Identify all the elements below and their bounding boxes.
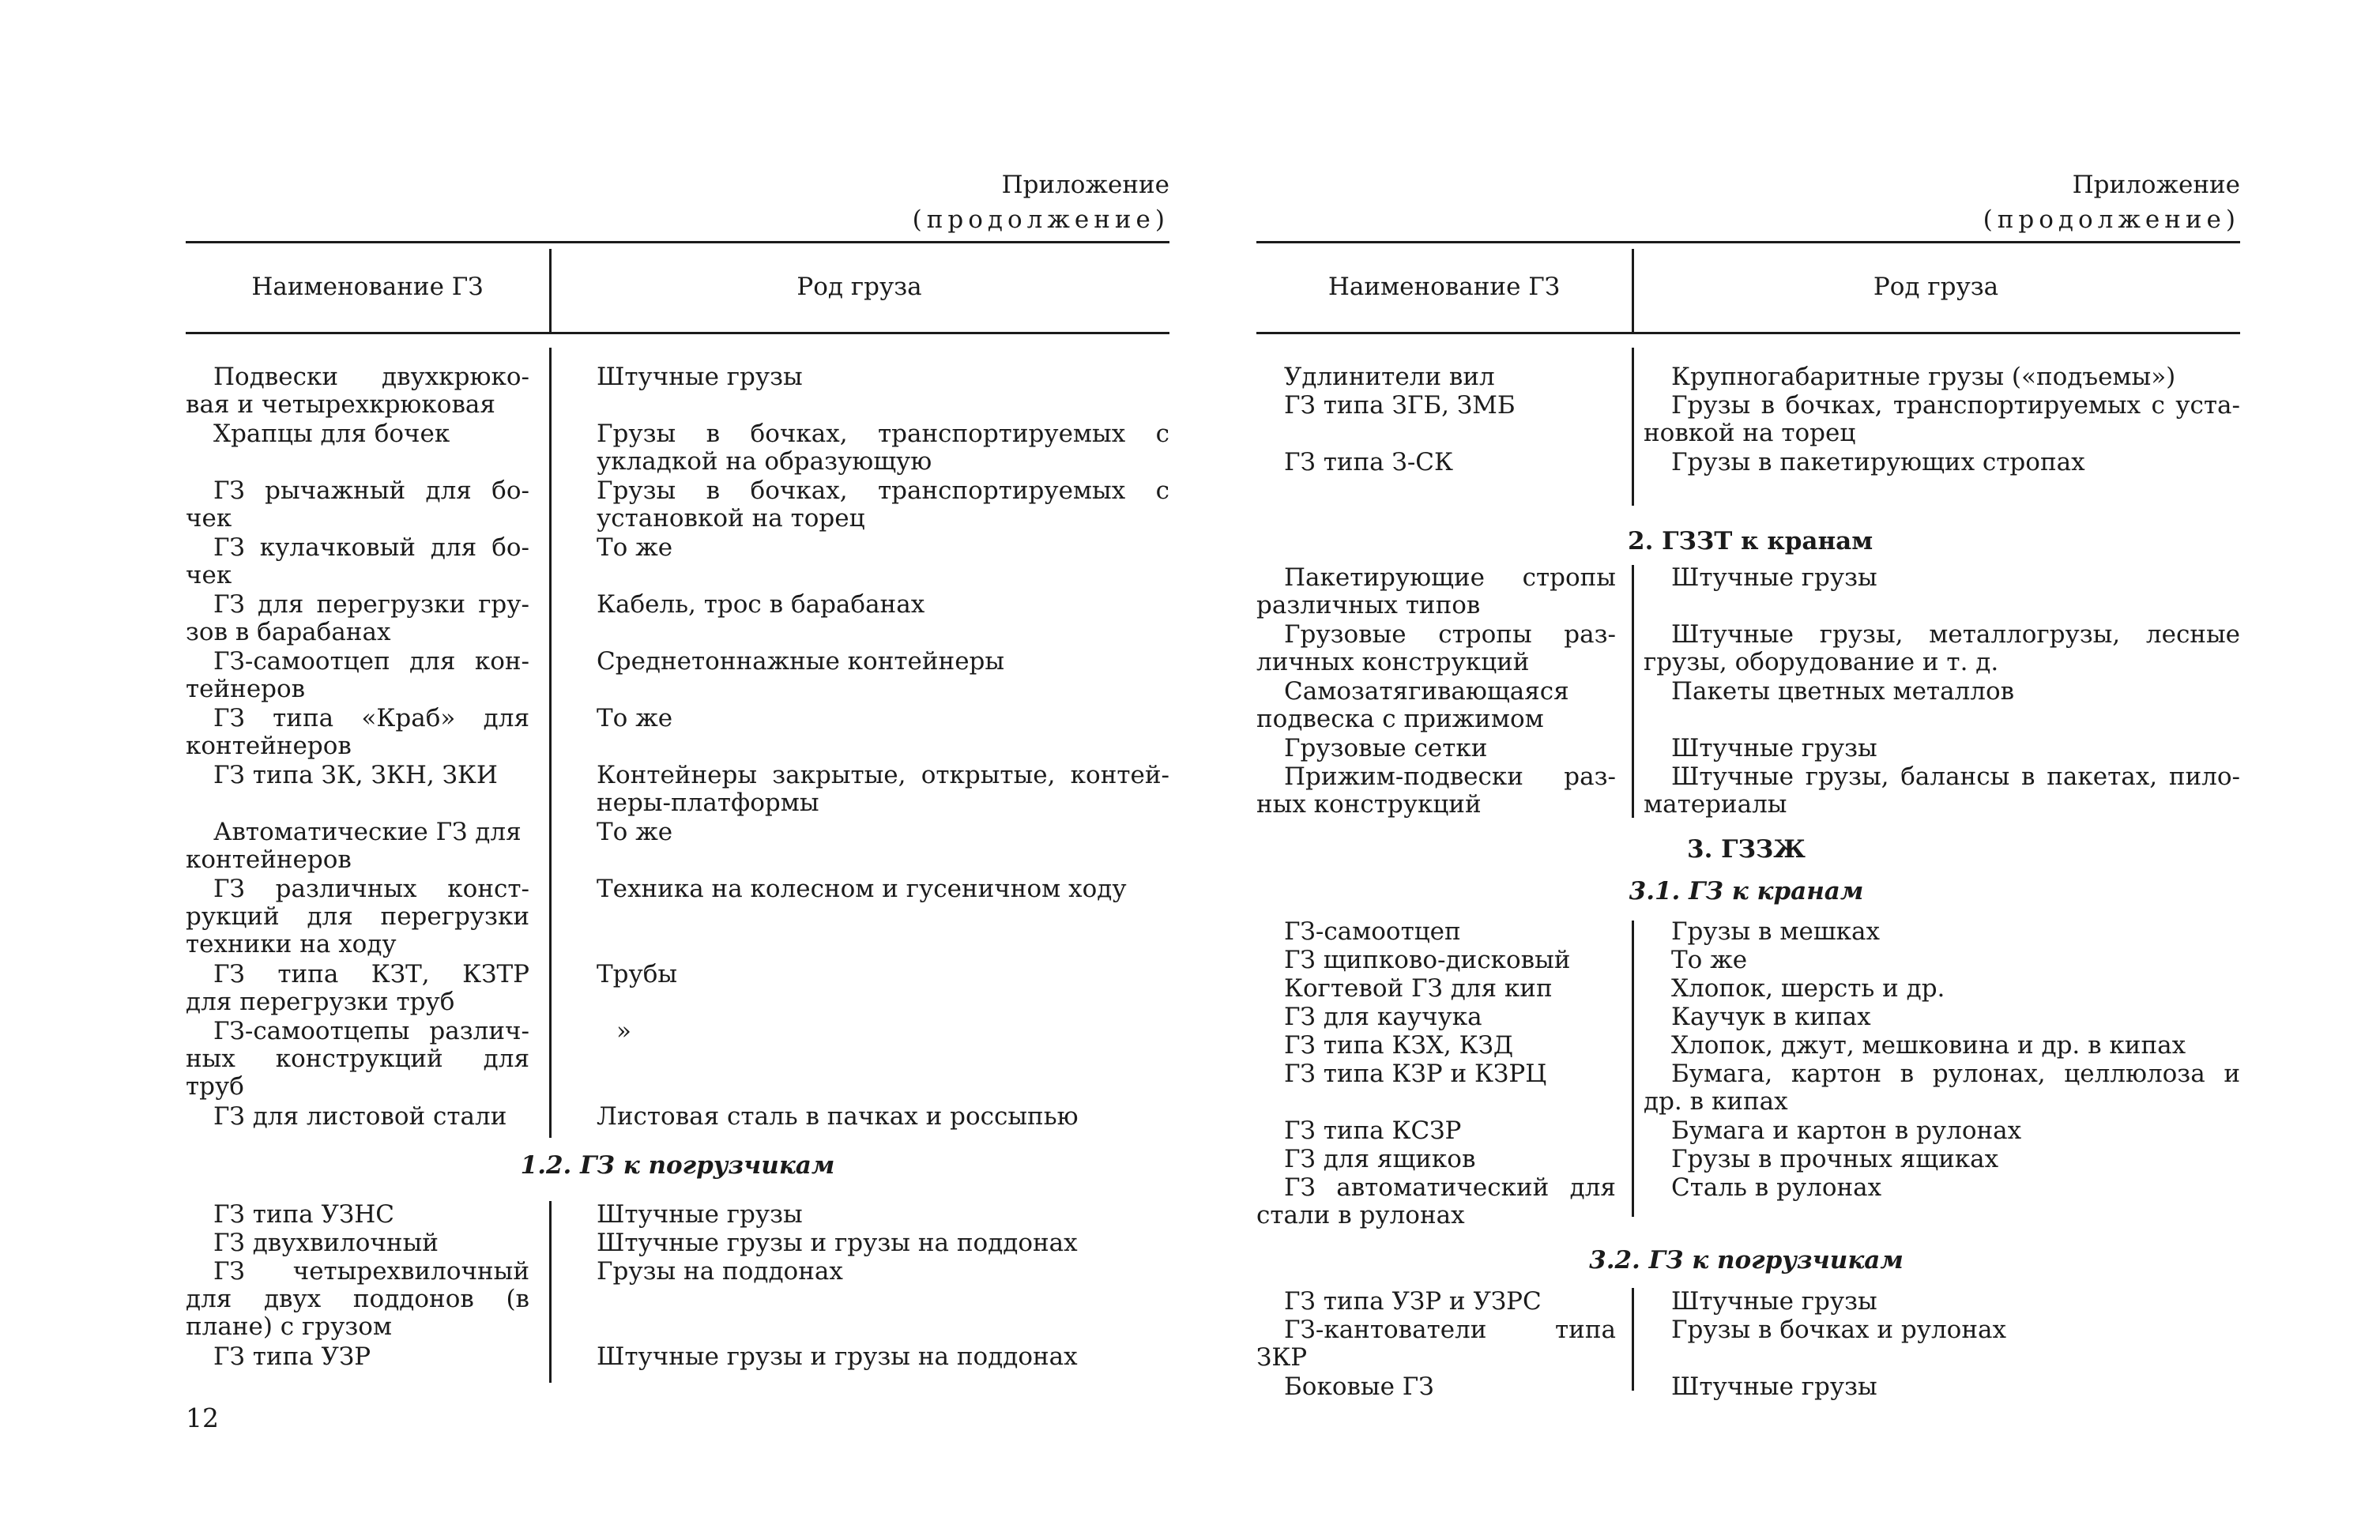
row-name: ГЗ-самоотцепы различ- ных конструкций для труб [186,1017,529,1101]
col-header-name: Наименование ГЗ [251,272,484,301]
row-cargo: Штучные грузы [1671,734,1877,762]
row-name: ГЗ двухвилочный [213,1229,439,1257]
header-divider [1632,249,1634,332]
row-cargo: Пакеты цветных металлов [1671,677,2015,706]
row-name: Прижим-подвески раз- ных конструкций [1256,762,1616,819]
left-page [186,0,1169,1540]
section-heading: 2. ГЗЗТ к кранам [1628,527,1873,555]
column-divider-3 [1632,921,1634,1217]
row-name: ГЗ различных конст- рукций для перегрузки техники на ходу [186,875,529,958]
row-cargo: Грузы в бочках, транспортируемых с уста- новкой на торец [1644,391,2240,447]
row-name: ГЗ типа ЗГБ, ЗМБ [1284,391,1516,420]
column-divider-2 [1632,565,1634,818]
row-cargo: То же [597,533,673,562]
row-name: ГЗ для листовой стали [213,1102,507,1131]
section-heading: 1.2. ГЗ к погрузчикам [520,1151,835,1180]
row-name: Грузовые стропы раз- личных конструкций [1256,620,1616,676]
right-page [1256,0,2240,1540]
col-header-cargo: Род груза [1873,272,1999,301]
row-cargo: Хлопок, шерсть и др. [1671,974,1945,1003]
appendix-subtitle: (продолжение) [1983,205,2240,234]
row-cargo: Среднетоннажные контейнеры [597,647,1005,676]
row-cargo: Грузы на поддонах [597,1257,843,1286]
row-name: Пакетирующие стропы различных типов [1256,563,1616,619]
appendix-subtitle: (продолжение) [912,205,1169,234]
row-cargo: Хлопок, джут, мешковина и др. в кипах [1671,1031,2186,1060]
row-cargo: Каучук в кипах [1671,1003,1871,1031]
row-cargo: То же [597,818,673,846]
row-name: ГЗ типа УЗР и УЗРС [1284,1287,1542,1316]
appendix-header [1983,168,2240,237]
row-cargo: Грузы в бочках, транспортируемых с укладкой на образующую [597,420,1169,476]
row-name: Боковые ГЗ [1284,1372,1434,1401]
row-cargo: Трубы [597,960,678,988]
row-name: ГЗ типа ЗК, ЗКН, ЗКИ [213,761,498,789]
row-cargo: Штучные грузы, металлогрузы, лесные грузы, оборудование и т. д. [1644,620,2240,676]
row-cargo: » [616,1017,631,1045]
row-name: Подвески двухкрюко- вая и четырехкрюковая [186,363,529,419]
col-header-cargo: Род груза [796,272,922,301]
row-name: Когтевой ГЗ для кип [1284,974,1553,1003]
row-cargo: Контейнеры закрытые, открытые, контей- неры-платформы [597,761,1169,817]
row-cargo: Крупногабаритные грузы («подъемы») [1671,363,2176,391]
appendix-title: Приложение [2072,171,2240,199]
row-cargo: Грузы в пакетирующих стропах [1671,448,2085,476]
row-cargo: Грузы в прочных ящиках [1671,1145,1999,1173]
row-name: Удлинители вил [1284,363,1495,391]
row-cargo: Штучные грузы и грузы на поддонах [597,1342,1078,1371]
row-cargo: Штучные грузы [597,1200,803,1229]
row-name: ГЗ-кантователи типа ЗКР [1256,1316,1616,1372]
row-name: ГЗ типа КЗХ, КЗД [1284,1031,1514,1060]
table-header-rule [186,332,1169,334]
row-cargo: Сталь в рулонах [1671,1173,1882,1202]
row-cargo: Листовая сталь в пачках и россыпью [597,1102,1079,1131]
row-name: ГЗ-самоотцеп [1284,917,1461,946]
row-name: ГЗ автоматический для стали в рулонах [1256,1173,1616,1229]
row-cargo: То же [1671,946,1748,974]
header-divider [549,249,552,332]
row-cargo: Штучные грузы и грузы на поддонах [597,1229,1078,1257]
row-name: ГЗ типа КЗР и КЗРЦ [1284,1060,1547,1088]
row-cargo: Штучные грузы [1671,563,1877,592]
row-cargo: Бумага, картон в рулонах, целлюлоза и др. в кипах [1644,1060,2240,1116]
column-divider-4 [1632,1288,1634,1391]
row-cargo: Штучные грузы [1671,1287,1877,1316]
row-name: Храпцы для бочек [213,420,450,448]
subsection-heading: 3.2. ГЗ к погрузчикам [1589,1246,1904,1275]
row-cargo: Бумага и картон в рулонах [1671,1116,2022,1145]
column-divider [549,348,552,1138]
row-name: ГЗ типа «Краб» для контейнеров [186,704,529,760]
row-name: ГЗ типа КЗТ, КЗТР для перегрузки труб [186,960,529,1016]
row-cargo: Грузы в бочках, транспортируемых с установкой на торец [597,476,1169,533]
row-name: ГЗ рычажный для бо- чек [186,476,529,533]
row-name: ГЗ для каучука [1284,1003,1482,1031]
col-header-name: Наименование ГЗ [1327,272,1561,301]
section-heading: 3. ГЗЗЖ [1687,835,1806,864]
row-name: ГЗ для перегрузки гру- зов в барабанах [186,590,529,646]
row-cargo: Грузы в мешках [1671,917,1880,946]
row-cargo: То же [597,704,673,732]
row-name: ГЗ щипково-дисковый [1284,946,1571,974]
row-name: ГЗ четырехвилочный для двух поддонов (в плане) с грузом [186,1257,529,1341]
appendix-header [913,168,1169,237]
row-name: Автоматические ГЗ для контейнеров [186,818,522,874]
column-divider [1632,348,1634,506]
row-cargo: Штучные грузы [1671,1372,1877,1401]
row-name: ГЗ типа УЗР [213,1342,371,1371]
page-number: 12 [186,1403,219,1433]
row-cargo: Грузы в бочках и рулонах [1671,1316,2006,1344]
table-header-rule [1256,332,2240,334]
row-name: ГЗ типа З-СК [1284,448,1454,476]
row-name: ГЗ для ящиков [1284,1145,1476,1173]
row-cargo: Штучные грузы [597,363,803,391]
column-divider-2 [549,1201,552,1383]
appendix-title: Приложение [1001,171,1169,199]
row-cargo: Штучные грузы, балансы в пакетах, пило- материалы [1644,762,2240,819]
row-name: Грузовые сетки [1284,734,1488,762]
subsection-heading: 3.1. ГЗ к кранам [1629,877,1864,906]
row-name: ГЗ кулачковый для бо- чек [186,533,529,589]
row-name: ГЗ типа УЗНС [213,1200,394,1229]
row-name: ГЗ-самоотцеп для кон- тейнеров [186,647,529,703]
row-name: ГЗ типа КСЗР [1284,1116,1462,1145]
row-cargo: Кабель, трос в барабанах [597,590,925,619]
row-name: Самозатягивающаяся подвеска с прижимом [1256,677,1569,733]
row-cargo: Техника на колесном и гусеничном ходу [597,875,1127,903]
